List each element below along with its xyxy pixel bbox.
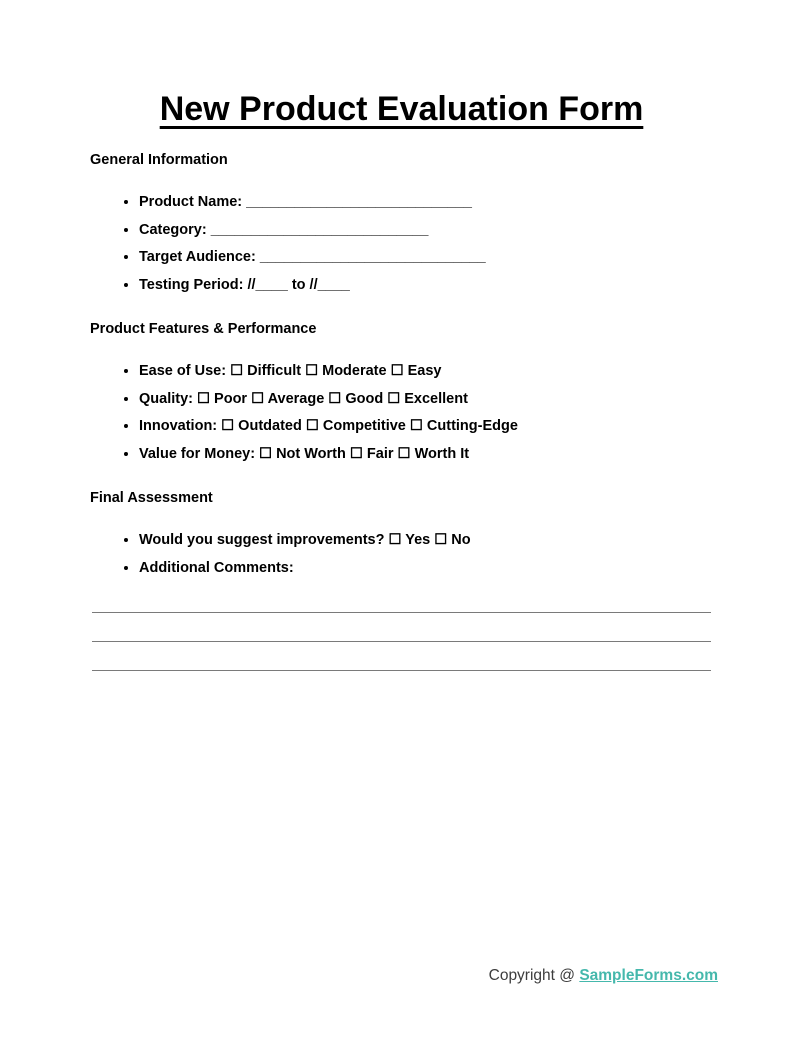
comment-line [92,584,711,613]
section-general-information [90,151,713,299]
section-final-assessment [90,489,713,582]
copyright-text: Copyright @ [488,967,580,984]
list-item-quality: • Quality: ☐ Poor ☐ Average ☐ Good ☐ Excellent [139,386,713,414]
list-item-testing-period: • Testing Period: //____ to //____ [139,272,713,300]
list-item-target-audience: • Target Audience: ____________________________ [139,244,713,272]
list-item-suggest-improvements: • Would you suggest improvements? ☐ Yes ☐ No [139,527,713,555]
list-item-value-for-money: • Value for Money: ☐ Not Worth ☐ Fair ☐ Worth It [139,441,713,469]
comment-line [92,642,711,671]
list-item-additional-comments: • Additional Comments: [139,555,713,583]
footer [489,965,718,987]
bullet-list-general-information [90,189,713,299]
list-item-ease-of-use: • Ease of Use: ☐ Difficult ☐ Moderate ☐ Easy [139,358,713,386]
section-heading-general-information: General Information [90,152,228,168]
page-title: New Product Evaluation Form [159,90,644,128]
sampleforms-link[interactable]: SampleForms.com [579,967,718,984]
bullet-list-product-features [90,358,713,468]
list-item-category: • Category: ___________________________ [139,217,713,245]
bullet-list-final-assessment [90,527,713,582]
section-heading-product-features: Product Features & Performance [90,321,317,337]
comment-lines [90,584,713,671]
section-product-features [90,320,713,468]
comment-line [92,613,711,642]
list-item-product-name: • Product Name: ____________________________ [139,189,713,217]
section-heading-final-assessment: Final Assessment [90,490,213,506]
list-item-innovation: • Innovation: ☐ Outdated ☐ Competitive ☐ Cutting-Edge [139,413,713,441]
